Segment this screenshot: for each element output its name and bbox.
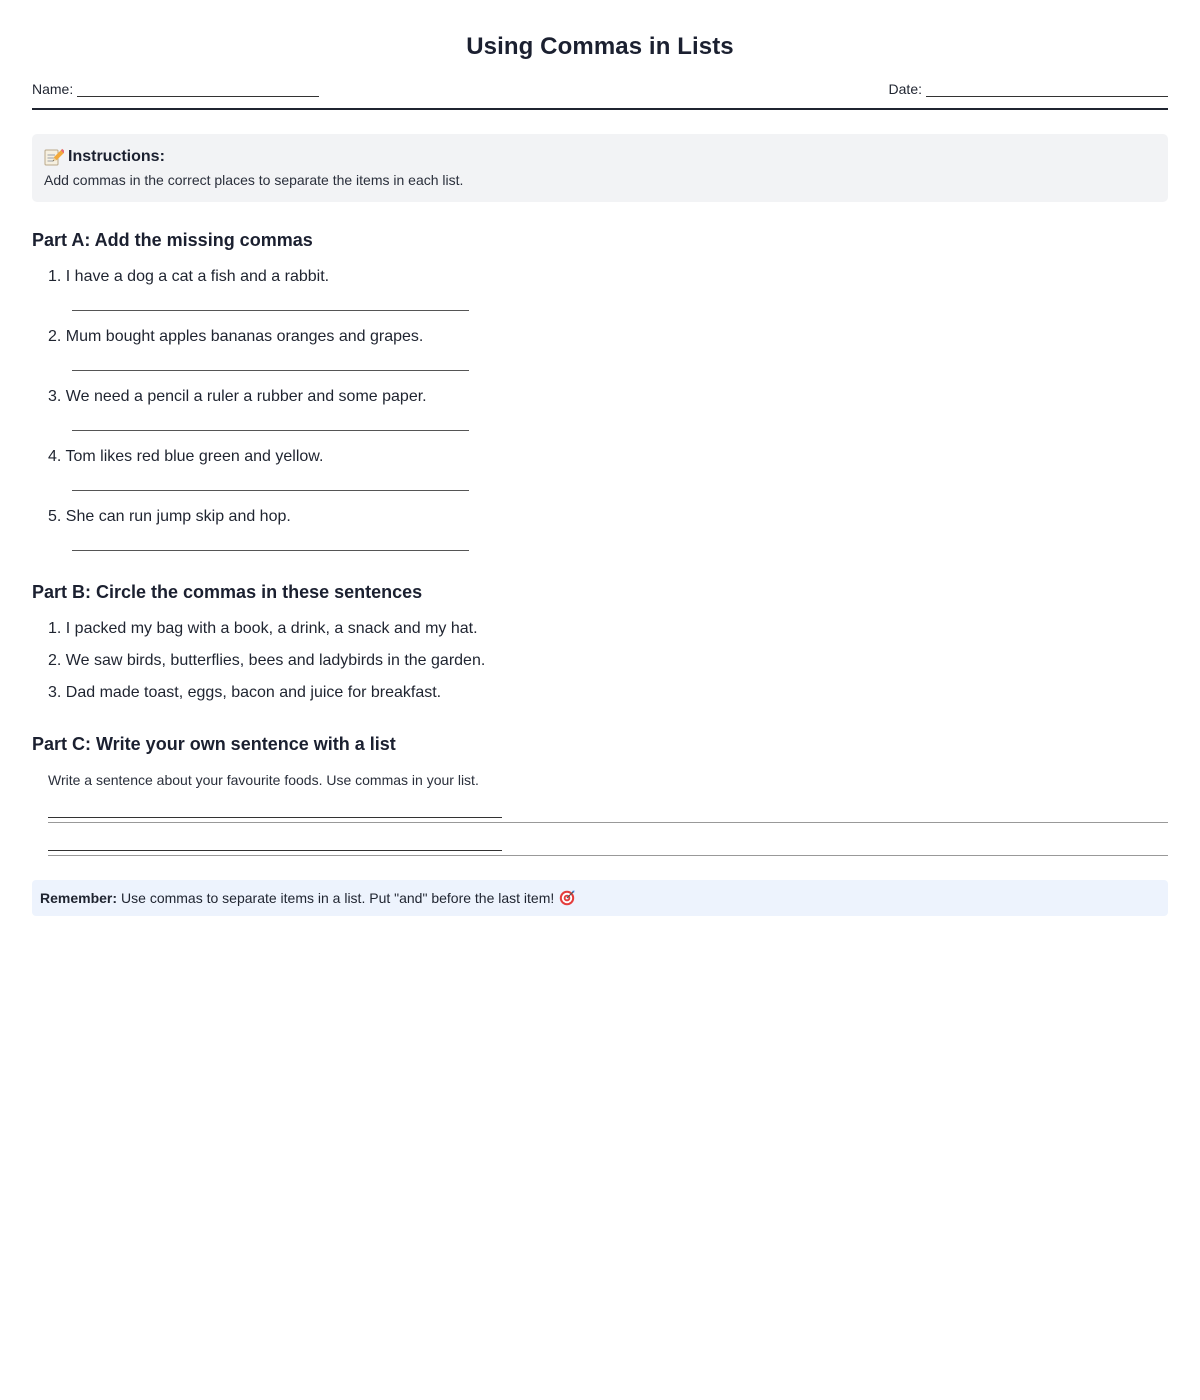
part-c-prompt: Write a sentence about your favourite foods. Use commas in your list. [48,772,479,788]
name-blank-line[interactable] [77,81,319,97]
name-field[interactable] [32,81,319,97]
date-blank-line[interactable] [926,81,1168,97]
date-label: Date: [888,81,922,97]
part-b-item-2: 2. We saw birds, butterflies, bees and ladybirds in the garden. [48,652,486,669]
part-c-writing-line-1-light [48,822,1168,823]
date-field[interactable] [889,81,1168,97]
name-date-row [32,80,1168,110]
part-b-title: Part B: Circle the commas in these sentences [32,582,423,602]
part-c-title: Part C: Write your own sentence with a list [32,734,396,754]
part-a-item-4: 4. Tom likes red blue green and yellow. [48,448,324,465]
part-a-answer-line-3[interactable] [72,430,469,431]
instructions-box [32,134,1168,202]
worksheet-title: Using Commas in Lists [466,33,734,60]
remember-label: Remember: [40,890,118,906]
remember-box [32,880,1168,916]
target-icon [559,890,575,906]
part-a-answer-line-1[interactable] [72,310,469,311]
part-a-item-3: 3. We need a pencil a ruler a rubber and some paper. [48,388,427,405]
name-label: Name: [32,81,74,97]
part-a-item-5: 5. She can run jump skip and hop. [48,508,291,525]
part-a-item-1: 1. I have a dog a cat a fish and a rabbit. [48,268,330,285]
memo-pencil-icon [44,148,64,166]
remember-text: Use commas to separate items in a list. Put "and" before the last item! [121,890,555,906]
instructions-heading-row [44,148,1156,166]
part-c-writing-line-1[interactable] [48,817,1168,818]
part-a-answer-line-2[interactable] [72,370,469,371]
part-c-writing-line-2-dark [48,850,502,851]
part-a-answer-line-5[interactable] [72,550,469,551]
part-c-writing-line-2[interactable] [48,850,1168,851]
part-c-writing-line-2-light [48,855,1168,856]
instructions-text: Add commas in the correct places to separate the items in each list. [44,172,464,188]
part-c-writing-line-1-dark [48,817,502,818]
part-a-item-2: 2. Mum bought apples bananas oranges and grapes. [48,328,424,345]
part-a-title: Part A: Add the missing commas [32,230,313,250]
part-b-item-1: 1. I packed my bag with a book, a drink, a snack and my hat. [48,620,478,637]
part-a-answer-line-4[interactable] [72,490,469,491]
part-b-item-3: 3. Dad made toast, eggs, bacon and juice for breakfast. [48,684,442,701]
instructions-heading: Instructions: [68,148,165,165]
